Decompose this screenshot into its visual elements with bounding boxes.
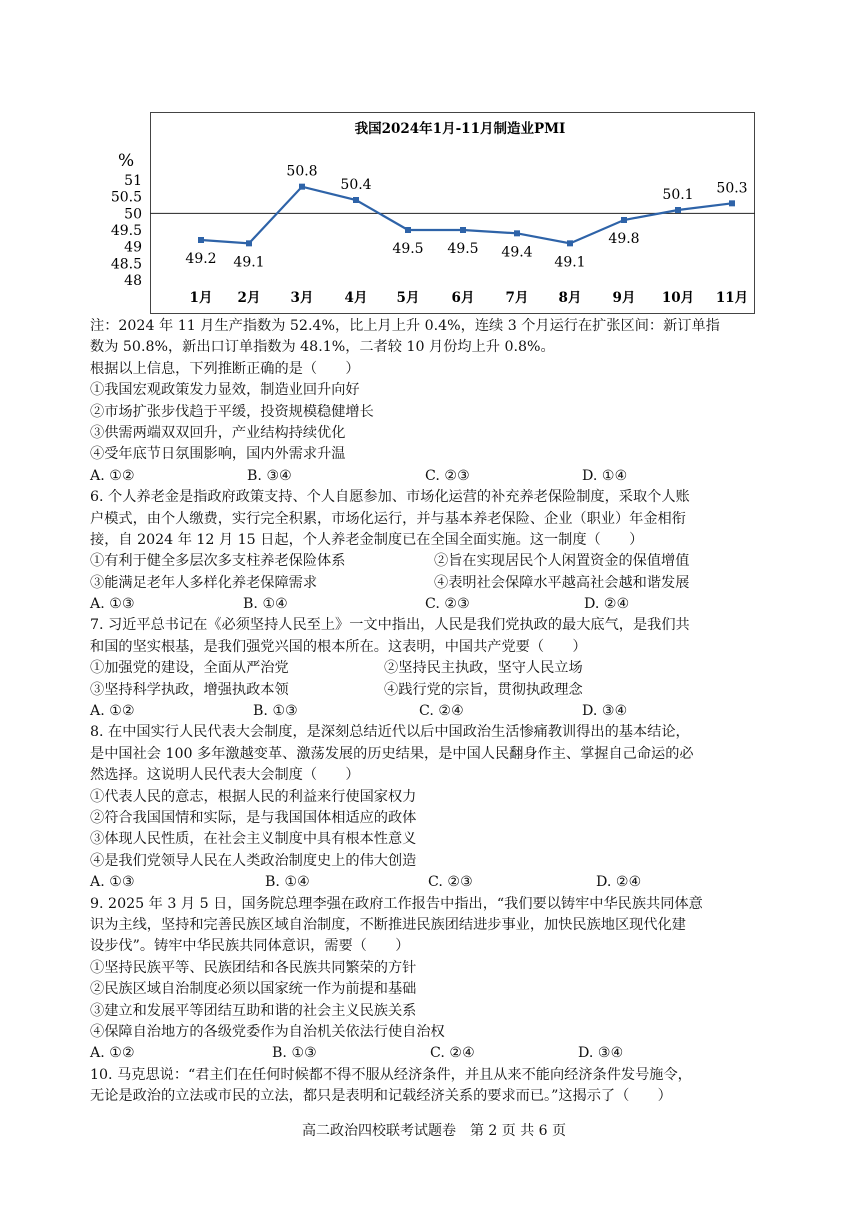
answer-b: B. ①④ [243,596,288,613]
y-unit-label: % [118,151,135,171]
q7-option: ②坚持民主执政，坚守人民立场 [384,660,583,677]
data-label: 49.2 [185,251,217,267]
answer-d: D. ③④ [578,1045,624,1062]
q8-option: ①代表人民的意志，根据人民的利益来行使国家权力 [90,788,417,805]
data-label: 49.4 [501,244,533,261]
chart-note-line: 注：2024 年 11 月生产指数为 52.4%，比上月上升 0.4%，连续 3 个月运行在扩张区间：新订单指 [90,318,720,334]
data-label: 50.1 [662,187,694,203]
q5-answers [90,466,790,487]
q5-option: ③供需两端双双回升，产业结构持续优化 [90,424,346,441]
data-label: 49.5 [447,241,479,257]
y-tick-label: 51 [124,173,142,189]
q9-stem: 9. 2025 年 3 月 5 日，国务院总理李强在政府工作报告中指出，“我们要以铸牢中华民族共同体意 [90,895,703,912]
chart-note-line: 数为 50.8%，新出口订单指数为 48.1%，二者较 10 月份均上升 0.8%。 [90,339,555,356]
q6-option: ④表明社会保障水平越高社会越和谐发展 [434,574,690,591]
x-tick-label: 2月 [237,290,261,306]
q6-option: ②旨在实现居民个人闲置资金的保值增值 [434,553,690,570]
data-point-marker [460,227,466,233]
q8-option: ③体现人民性质，在社会主义制度中具有根本性意义 [90,831,417,848]
q6-stem: 接，自 2024 年 12 月 15 日起，个人养老金制度已在全国全面实施。这一制度（ ） [90,531,644,548]
y-tick-label: 49 [124,239,142,256]
y-tick-label: 48.5 [110,256,142,273]
q9-answers [90,1043,790,1064]
q8-stem: 是中国社会 100 多年激越变革、激荡发展的历史结果，是中国人民翻身作主、掌握自己命运的必 [90,745,694,762]
answer-d: D. ②④ [584,596,630,613]
q8-stem: 8. 在中国实行人民代表大会制度，是深刻总结近代以后中国政治生活惨痛教训得出的基本结论， [90,724,690,741]
answer-d: D. ①④ [582,467,628,484]
x-tick-label: 11月 [715,290,749,306]
q6-stem: 6. 个人养老金是指政府政策支持、个人自愿参加、市场化运营的补充养老保险制度，采取个人账 [90,489,690,506]
q7-stem: 和国的坚实根基，是我们强党兴国的根本所在。这表明，中国共产党要（ ） [90,638,587,655]
answer-b: B. ①③ [272,1045,317,1062]
pmi-series-line [201,187,732,244]
y-tick-label: 48 [124,273,142,289]
q9-option: ①坚持民族平等、民族团结和各民族共同繁荣的方针 [90,959,417,976]
data-label: 50.3 [716,180,748,197]
data-label: 49.1 [233,254,265,271]
data-label: 50.8 [286,163,318,180]
y-tick-label: 50 [124,206,142,223]
data-point-marker [514,230,520,236]
q9-option: ④保障自治地方的各级党委作为自治机关依法行使自治权 [90,1023,445,1040]
answer-b: B. ①③ [253,703,298,720]
q6-answers [90,594,790,615]
x-tick-label: 6月 [451,290,475,306]
answer-c: C. ②④ [419,703,464,720]
q8-answers [90,872,790,893]
data-point-marker [729,200,735,206]
q6-option: ③能满足老年人多样化养老保障需求 [90,574,318,591]
q9-stem: 设步伐”。铸牢中华民族共同体意识，需要（ ） [90,938,410,955]
x-tick-label: 5月 [396,290,420,306]
question-text [90,316,790,1107]
q5-option: ②市场扩张步伐趋于平缓，投资规模稳健增长 [90,403,374,420]
data-point-marker [567,240,573,246]
data-label: 50.4 [340,177,372,193]
q7-option: ①加强党的建设，全面从严治党 [90,660,289,677]
answer-c: C. ②③ [425,596,470,613]
data-label: 49.8 [608,231,640,247]
data-point-marker [405,227,411,233]
data-label: 49.5 [392,241,424,257]
data-point-marker [198,237,204,243]
data-point-marker [621,217,627,223]
q9-stem: 识为主线，坚持和完善民族区域自治制度，不断推进民族团结进步事业，加快民族地区现代化建 [90,916,686,933]
y-tick-label: 50.5 [110,189,142,206]
answer-a: A. ①② [90,1045,135,1062]
answer-c: C. ②③ [428,874,473,891]
x-tick-label: 3月 [290,290,314,306]
pmi-line-chart [110,112,760,312]
data-point-marker [299,184,305,190]
q8-stem: 然选择。这说明人民代表大会制度（ ） [90,767,360,784]
q6-options [90,551,790,572]
answer-a: A. ①③ [90,874,135,891]
answer-a: A. ①② [90,703,135,720]
q6-stem: 户模式，由个人缴费，实行完全积累，市场化运行，并与基本养老保险、企业（职业）年金相衔 [90,510,686,527]
data-point-marker [675,207,681,213]
y-tick-label: 49.5 [110,223,142,239]
q7-answers [90,701,790,722]
answer-a: A. ①② [90,467,135,484]
q7-options [90,658,790,679]
answer-b: B. ③④ [247,467,292,484]
q8-option: ④是我们党领导人民在人类政治制度史上的伟大创造 [90,852,417,869]
chart-title: 我国2024年1月-11月制造业PMI [354,121,566,137]
data-point-marker [246,240,252,246]
answer-d: D. ③④ [582,703,628,720]
q5-option: ④受年底节日氛围影响，国内外需求升温 [90,446,346,463]
q7-option: ④践行党的宗旨，贯彻执政理念 [384,681,583,698]
q10-stem: 10. 马克思说：“君主们在任何时候都不得不服从经济条件，并且从来不能向经济条件发号施令， [90,1066,692,1083]
answer-c: C. ②③ [425,467,470,484]
q6-options [90,573,790,594]
q6-option: ①有利于健全多层次多支柱养老保险体系 [90,553,346,570]
x-tick-label: 9月 [612,290,636,306]
q7-options [90,680,790,701]
q7-stem: 7. 习近平总书记在《必须坚持人民至上》一文中指出，人民是我们党执政的最大底气，是我们共 [90,617,690,634]
x-tick-label: 8月 [558,290,582,306]
q8-option: ②符合我国国情和实际，是与我国国体相适应的政体 [90,809,417,826]
x-tick-label: 4月 [344,290,368,306]
x-tick-label: 7月 [505,290,529,306]
page-footer: 高二政治四校联考试题卷 第 2 页 共 6 页 [301,1123,567,1139]
q9-option: ②民族区域自治制度必须以国家统一作为前提和基础 [90,981,417,998]
answer-b: B. ①④ [265,874,310,891]
x-tick-label: 10月 [661,290,695,306]
answer-d: D. ②④ [596,874,642,891]
q9-option: ③建立和发展平等团结互助和谐的社会主义民族关系 [90,1002,417,1019]
q7-option: ③坚持科学执政，增强执政本领 [90,681,289,698]
q10-stem: 无论是政治的立法或市民的立法，都只是表明和记载经济关系的要求而已。”这揭示了（ ） [90,1088,672,1105]
data-label: 49.1 [554,254,586,271]
q5-stem: 根据以上信息，下列推断正确的是（ ） [90,360,360,377]
answer-a: A. ①③ [90,596,135,613]
answer-c: C. ②④ [430,1045,475,1062]
q5-option: ①我国宏观政策发力显效，制造业回升向好 [90,382,360,399]
data-point-marker [353,197,359,203]
x-tick-label: 1月 [189,290,213,306]
